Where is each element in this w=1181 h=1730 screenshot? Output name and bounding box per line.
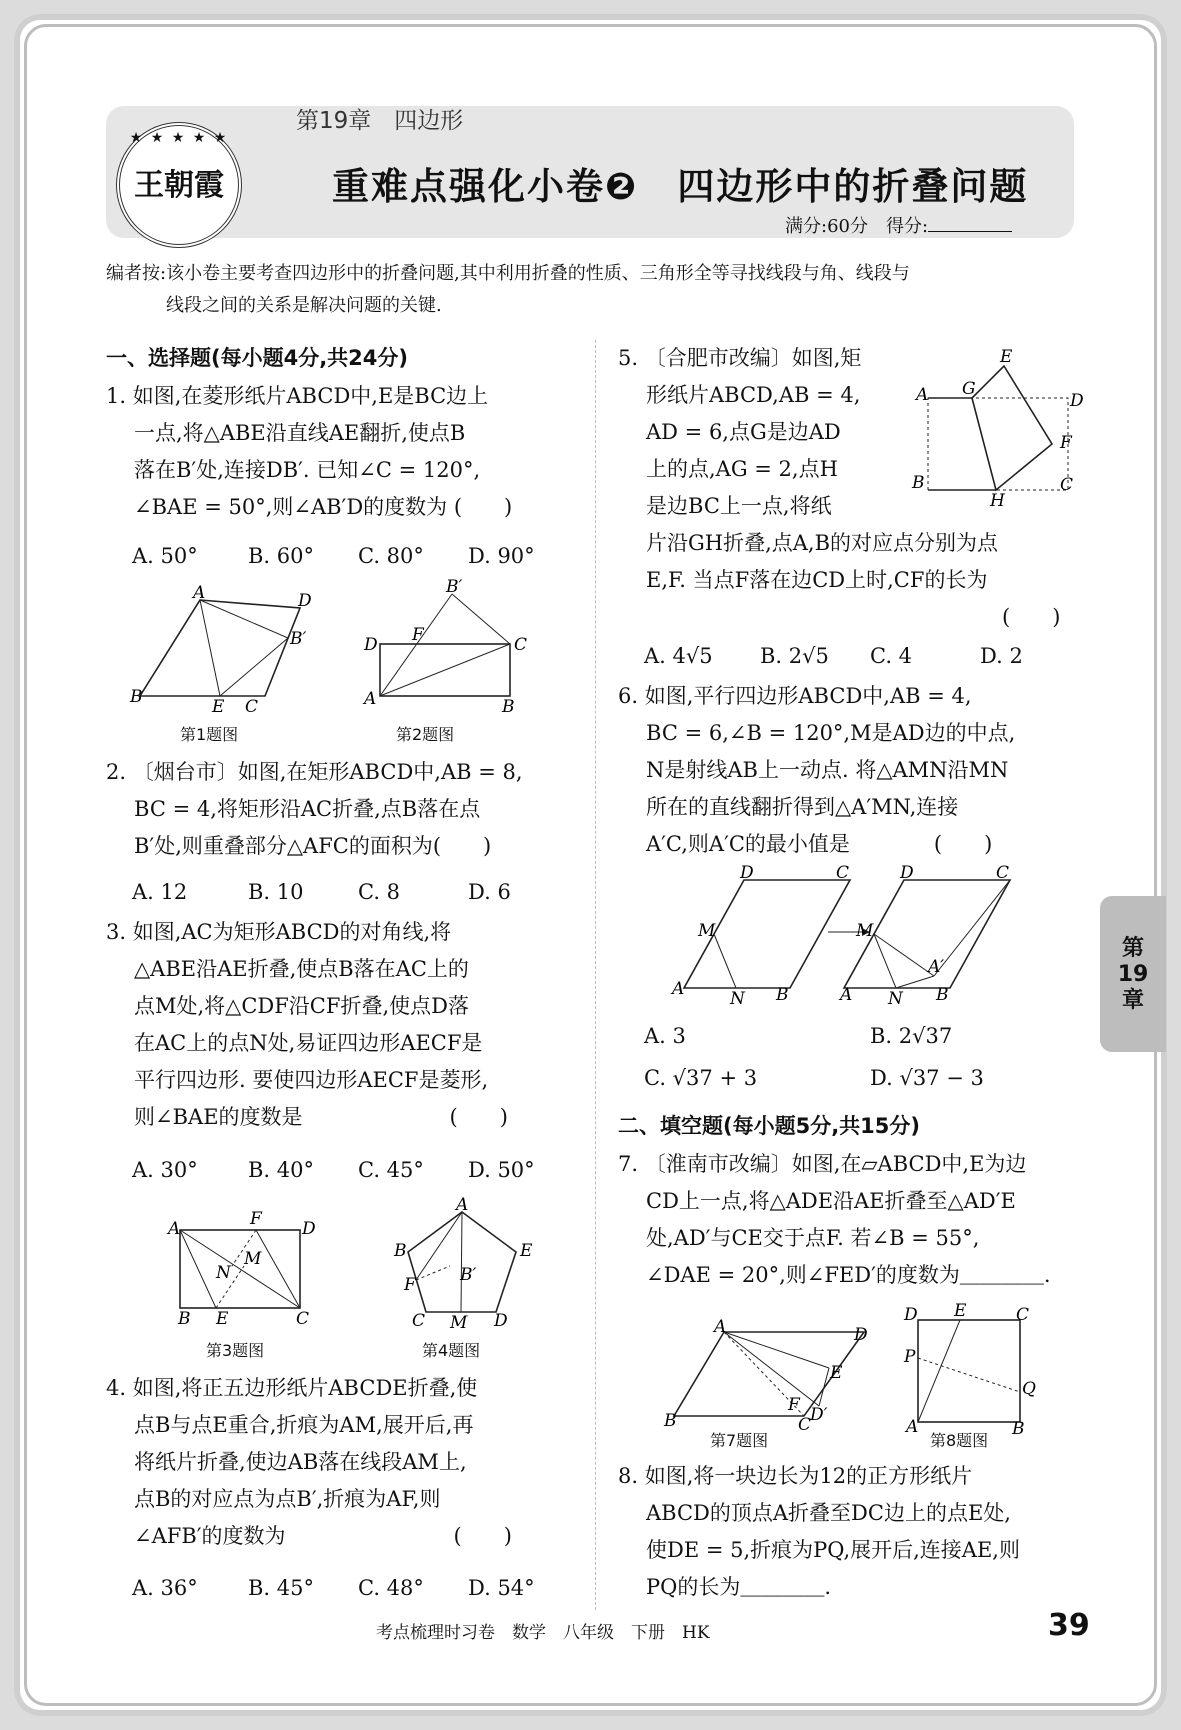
q7-line: 处,AD′与CE交于点F. 若∠B = 55°, [646, 1226, 980, 1250]
svg-text:A: A [672, 979, 685, 999]
tab-line: 19 [1117, 962, 1149, 987]
svg-text:C: C [836, 863, 850, 883]
q5-option-a: A. 4√5 [644, 644, 713, 668]
q4-line: 将纸片折叠,使边AB落在线段AM上, [134, 1450, 467, 1474]
svg-text:A: A [916, 385, 929, 405]
logo-stars: ★ ★ ★ ★ ★ [129, 130, 229, 146]
caption-fig1: 第1题图 [180, 725, 239, 744]
figure-2 [360, 577, 530, 718]
q4-line: 4. 如图,将正五边形纸片ABCDE折叠,使 [106, 1376, 478, 1400]
svg-text:C: C [996, 863, 1010, 883]
q6-option-b: B. 2√37 [870, 1024, 953, 1048]
svg-text:C: C [412, 1311, 426, 1331]
q4-line: 点B与点E重合,折痕为AM,展开后,再 [134, 1413, 474, 1437]
svg-text:A: A [714, 1317, 727, 1337]
q8-line: 8. 如图,将一块边长为12的正方形纸片 [618, 1464, 973, 1488]
q1-option-c: C. 80° [358, 544, 424, 568]
q4-line: 点B的对应点为点B′,折痕为AF,则 [134, 1487, 441, 1511]
q7-line: 7. 〔淮南市改编〕如图,在▱ABCD中,E为边 [618, 1152, 1027, 1176]
svg-text:F: F [412, 625, 424, 645]
q1-option-a: A. 50° [132, 544, 198, 568]
q4-option-c: C. 48° [358, 1576, 424, 1600]
q3-option-a: A. 30° [132, 1158, 198, 1182]
svg-text:N: N [888, 989, 903, 1009]
q3-line: 点M处,将△CDF沿CF折叠,使点D落 [134, 994, 469, 1018]
q5-line: ( ) [1002, 605, 1061, 629]
question-1 [106, 378, 512, 526]
question-2 [106, 754, 523, 865]
svg-text:B: B [502, 697, 515, 717]
tab-line: 章 [1121, 988, 1144, 1013]
q3-option-c: C. 45° [358, 1158, 424, 1182]
figure-3 [166, 1209, 316, 1329]
svg-text:A: A [193, 583, 206, 603]
q8-line: PQ的长为＿＿＿＿. [646, 1575, 832, 1599]
svg-text:D: D [364, 635, 378, 655]
q5-option-c: C. 4 [870, 644, 913, 668]
column-divider [595, 340, 596, 1610]
q6-option-d: D. √37 − 3 [870, 1066, 984, 1090]
svg-text:B′: B′ [446, 577, 463, 597]
svg-text:C: C [1060, 475, 1074, 495]
footer: 考点梳理时习卷 数学 八年级 下册 HK [376, 1623, 710, 1643]
section-fill-heading: 二、填空题(每小题5分,共15分) [618, 1114, 921, 1138]
q1-line: 落在B′处,连接DB′. 已知∠C = 120°, [134, 458, 481, 482]
svg-text:D: D [854, 1325, 868, 1345]
caption-fig3: 第3题图 [206, 1341, 265, 1360]
svg-text:B′: B′ [290, 629, 307, 649]
q1-line: ∠BAE = 50°,则∠AB′D的度数为 ( ) [134, 495, 513, 519]
q5-option-d: D. 2 [980, 644, 1023, 668]
svg-text:N: N [730, 989, 745, 1009]
svg-text:E: E [830, 1363, 843, 1383]
svg-text:A: A [364, 689, 377, 709]
q5-line: 是边BC上一点,将纸 [646, 494, 832, 518]
svg-text:F: F [788, 1395, 800, 1415]
svg-text:C: C [1016, 1305, 1030, 1325]
caption-fig7: 第7题图 [710, 1431, 769, 1450]
q6-line: 6. 如图,平行四边形ABCD中,AB = 4, [618, 684, 972, 708]
publisher-logo [116, 122, 242, 248]
q2-option-a: A. 12 [132, 880, 188, 904]
svg-text:A: A [456, 1195, 469, 1215]
svg-text:B: B [130, 687, 143, 707]
q5-option-b: B. 2√5 [760, 644, 829, 668]
svg-text:F: F [404, 1275, 416, 1295]
svg-text:B: B [1012, 1419, 1025, 1439]
q6-option-c: C. √37 + 3 [644, 1066, 758, 1090]
svg-text:C: C [798, 1415, 812, 1435]
svg-text:F: F [250, 1209, 262, 1229]
editor-note [106, 258, 910, 322]
svg-text:B′: B′ [460, 1265, 477, 1285]
q5-line: AD = 6,点G是边AD [646, 420, 841, 444]
figure-1 [130, 583, 330, 718]
q3-line: 在AC上的点N处,易证四边形AECF是 [134, 1031, 483, 1055]
svg-text:B: B [912, 473, 925, 493]
q3-line: 3. 如图,AC为矩形ABCD的对角线,将 [106, 920, 452, 944]
q5-line: 形纸片ABCD,AB = 4, [646, 383, 861, 407]
q6-line: 所在的直线翻折得到△A′MN,连接 [646, 795, 959, 819]
svg-text:B: B [178, 1309, 191, 1329]
chapter-side-tab [1100, 896, 1166, 1052]
logo-text: 王朝霞 [134, 168, 224, 203]
svg-text:A′: A′ [928, 957, 945, 977]
svg-text:E: E [212, 697, 225, 717]
q1-option-b: B. 60° [248, 544, 315, 568]
svg-text:A: A [168, 1219, 181, 1239]
svg-text:D: D [298, 591, 312, 611]
figure-8 [900, 1301, 1040, 1439]
question-3 [106, 914, 508, 1136]
q4-option-b: B. 45° [248, 1576, 315, 1600]
svg-text:C: C [296, 1309, 310, 1329]
q3-option-b: B. 40° [248, 1158, 315, 1182]
svg-text:D: D [904, 1305, 918, 1325]
q2-option-c: C. 8 [358, 880, 401, 904]
q2-line: BC = 4,将矩形沿AC折叠,点B落在点 [134, 797, 481, 821]
svg-text:B: B [936, 985, 949, 1005]
figure-6 [672, 863, 1020, 1009]
svg-text:N: N [216, 1263, 231, 1283]
svg-text:D′: D′ [810, 1405, 828, 1425]
svg-text:Q: Q [1022, 1379, 1036, 1399]
svg-text:G: G [962, 379, 976, 399]
page-number: 39 [1048, 1608, 1090, 1643]
svg-text:B: B [394, 1241, 407, 1261]
page-title: 重难点强化小卷❷ 四边形中的折叠问题 [332, 165, 1029, 208]
question-4 [106, 1370, 512, 1555]
q7-line: ∠DAE = 20°,则∠FED′的度数为＿＿＿＿. [646, 1263, 1051, 1287]
q3-line: △ABE沿AE折叠,使点B落在AC上的 [134, 957, 469, 981]
svg-text:M: M [244, 1249, 262, 1269]
score-blank [928, 231, 1012, 232]
q1-option-d: D. 90° [468, 544, 535, 568]
svg-text:E: E [520, 1241, 533, 1261]
question-8 [618, 1458, 1020, 1606]
svg-text:D: D [740, 863, 754, 883]
q8-line: ABCD的顶点A折叠至DC边上的点E处, [646, 1501, 1011, 1525]
figure-7 [664, 1316, 884, 1435]
svg-text:E: E [216, 1309, 229, 1329]
q6-line: BC = 6,∠B = 120°,M是AD边的中点, [646, 721, 1016, 745]
svg-text:B: B [776, 985, 789, 1005]
svg-text:E: E [1000, 347, 1013, 367]
svg-text:D: D [1070, 391, 1084, 411]
q6-line: N是射线AB上一动点. 将△AMN沿MN [646, 758, 1009, 782]
svg-text:M: M [856, 921, 874, 941]
figure-5 [912, 347, 1084, 511]
q1-line: 一点,将△ABE沿直线AE翻折,使点B [134, 421, 466, 445]
chapter-label: 第19章 四边形 [296, 108, 464, 134]
q5-line: 片沿GH折叠,点A,B的对应点分别为点 [646, 531, 999, 555]
figure-4 [390, 1195, 540, 1333]
tab-line: 第 [1121, 936, 1144, 961]
section-choice-heading: 一、选择题(每小题4分,共24分) [106, 346, 409, 370]
caption-fig2: 第2题图 [396, 725, 455, 744]
q3-option-d: D. 50° [468, 1158, 535, 1182]
score-text: 满分:60分 得分: [785, 216, 929, 237]
q2-line: 2. 〔烟台市〕如图,在矩形ABCD中,AB = 8, [106, 760, 523, 784]
q5-line: 5. 〔合肥市改编〕如图,矩 [618, 346, 862, 370]
q2-option-b: B. 10 [248, 880, 304, 904]
svg-text:B: B [664, 1411, 677, 1431]
q2-option-d: D. 6 [468, 880, 511, 904]
q6-option-a: A. 3 [644, 1024, 686, 1048]
q5-line: E,F. 当点F落在边CD上时,CF的长为 [646, 568, 988, 592]
q2-line: B′处,则重叠部分△AFC的面积为( ) [134, 834, 492, 858]
svg-text:P: P [904, 1347, 916, 1367]
note-line-2: 线段之间的关系是解决问题的关键. [166, 295, 442, 316]
svg-text:D: D [302, 1219, 316, 1239]
svg-text:D: D [494, 1311, 508, 1331]
q4-line: ∠AFB′的度数为 ( ) [134, 1524, 512, 1548]
svg-text:E: E [954, 1301, 967, 1321]
q5-line: 上的点,AG = 2,点H [646, 457, 838, 481]
q4-option-d: D. 54° [468, 1576, 535, 1600]
score-line [785, 212, 1012, 238]
question-7 [618, 1146, 1051, 1294]
q8-line: 使DE = 5,折痕为PQ,展开后,连接AE,则 [646, 1538, 1020, 1562]
question-6 [618, 678, 1015, 863]
svg-text:A: A [840, 985, 853, 1005]
q7-line: CD上一点,将△ADE沿AE折叠至△AD′E [646, 1189, 1016, 1213]
svg-text:C: C [245, 697, 259, 717]
caption-fig8: 第8题图 [930, 1431, 989, 1450]
q3-line: 则∠BAE的度数是 ( ) [134, 1105, 508, 1129]
caption-fig4: 第4题图 [422, 1341, 481, 1360]
q4-option-a: A. 36° [132, 1576, 198, 1600]
svg-text:H: H [990, 491, 1005, 511]
q3-line: 平行四边形. 要使四边形AECF是菱形, [134, 1068, 489, 1092]
note-line-1: 编者按:该小卷主要考查四边形中的折叠问题,其中利用折叠的性质、三角形全等寻找线段与角、线段与 [106, 263, 910, 284]
svg-text:F: F [1060, 433, 1072, 453]
svg-text:D: D [900, 863, 914, 883]
q6-line: A′C,则A′C的最小值是 ( ) [646, 832, 993, 856]
svg-text:M: M [698, 921, 716, 941]
q1-line: 1. 如图,在菱形纸片ABCD中,E是BC边上 [106, 384, 489, 408]
svg-text:A: A [906, 1417, 919, 1437]
svg-text:M: M [450, 1313, 468, 1333]
svg-text:C: C [514, 635, 528, 655]
